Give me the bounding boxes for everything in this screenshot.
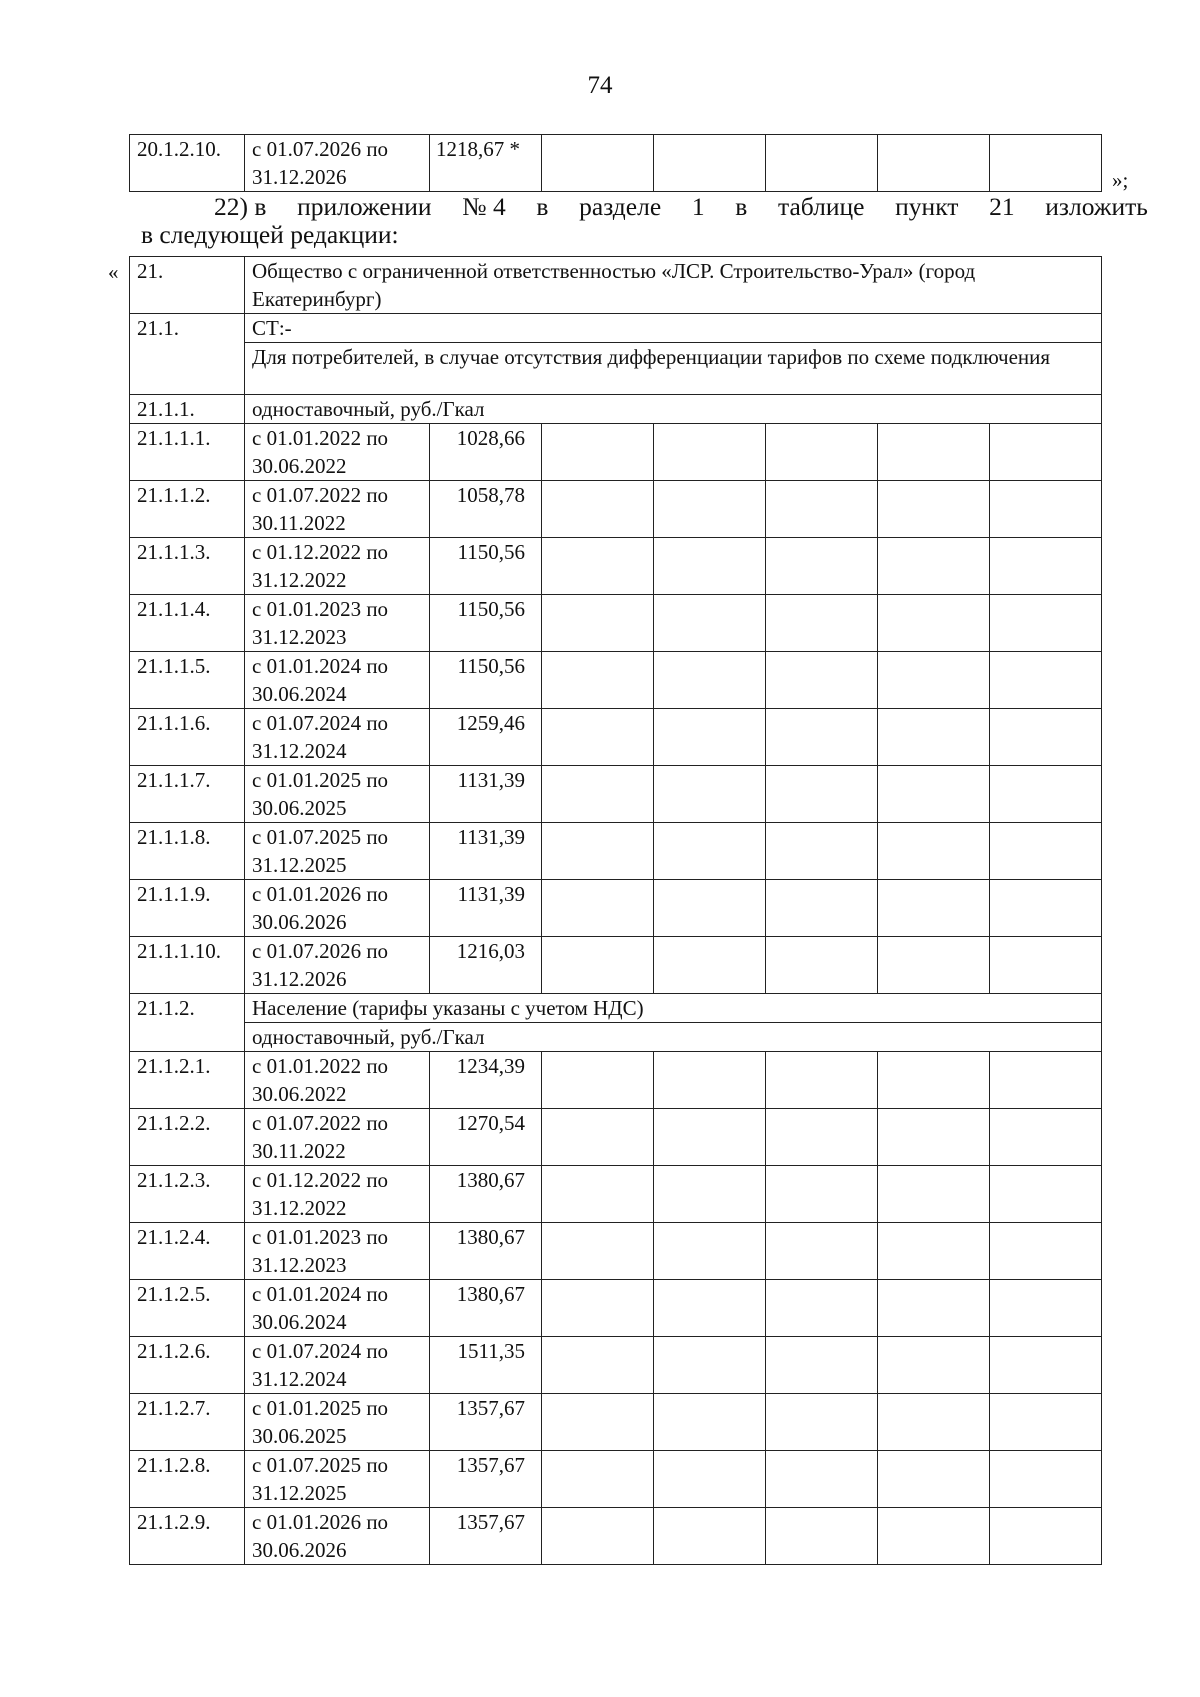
amendment-line-1 — [141, 193, 1148, 221]
rate-label: одноставочный, руб./Гкал — [245, 395, 1102, 424]
rate-label: одноставочный, руб./Гкал — [245, 1023, 1102, 1052]
empty-cell — [654, 595, 766, 652]
empty-cell — [766, 1394, 878, 1451]
opening-quote: « — [108, 260, 119, 284]
row-code: 21.1.1.6. — [130, 709, 245, 766]
row-code: 21.1.1.3. — [130, 538, 245, 595]
empty-cell — [542, 1223, 654, 1280]
empty-cell — [878, 766, 990, 823]
section-label: Население (тарифы указаны с учетом НДС) — [245, 994, 1102, 1023]
empty-cell — [766, 1223, 878, 1280]
empty-cell — [766, 1337, 878, 1394]
amendment-word: изложить — [1045, 192, 1148, 221]
empty-cell — [766, 538, 878, 595]
row-value: 1131,39 — [430, 823, 542, 880]
row-code: 21.1.2.9. — [130, 1508, 245, 1565]
row-period: с 01.01.2024 по 30.06.2024 — [245, 652, 430, 709]
section-code: 21.1. — [130, 314, 245, 395]
empty-cell — [878, 823, 990, 880]
section-code: 21.1.2. — [130, 994, 245, 1052]
empty-cell — [654, 481, 766, 538]
empty-cell — [990, 1508, 1102, 1565]
row-period: с 01.07.2026 по 31.12.2026 — [245, 135, 430, 192]
empty-cell — [542, 481, 654, 538]
row-period: с 01.12.2022 по 31.12.2022 — [245, 1166, 430, 1223]
row-code: 21.1.1.5. — [130, 652, 245, 709]
row-period: с 01.01.2025 по 30.06.2025 — [245, 766, 430, 823]
amendment-text — [141, 193, 1148, 249]
row-code: 21.1.1.4. — [130, 595, 245, 652]
tariff-table — [129, 256, 1102, 1565]
row-value: 1380,67 — [430, 1166, 542, 1223]
amendment-word: разделе — [579, 192, 662, 221]
empty-cell — [542, 1451, 654, 1508]
table-row — [130, 1394, 1102, 1451]
empty-cell — [766, 823, 878, 880]
table-row — [130, 1109, 1102, 1166]
row-value: 1218,67 * — [430, 135, 542, 192]
table-row — [130, 314, 1102, 343]
row-value: 1150,56 — [430, 652, 542, 709]
empty-cell — [542, 424, 654, 481]
row-value: 1028,66 — [430, 424, 542, 481]
empty-cell — [542, 538, 654, 595]
table-row — [130, 595, 1102, 652]
table-row — [130, 395, 1102, 424]
table-row — [130, 1280, 1102, 1337]
empty-cell — [878, 1166, 990, 1223]
table-row — [130, 343, 1102, 395]
row-value: 1357,67 — [430, 1394, 542, 1451]
row-period: с 01.01.2024 по 30.06.2024 — [245, 1280, 430, 1337]
row-value: 1131,39 — [430, 766, 542, 823]
empty-cell — [766, 1280, 878, 1337]
empty-cell — [878, 1508, 990, 1565]
table-row — [130, 538, 1102, 595]
row-code: 21.1.2.5. — [130, 1280, 245, 1337]
row-period: с 01.01.2026 по 30.06.2026 — [245, 1508, 430, 1565]
empty-cell — [878, 1337, 990, 1394]
row-code: 21.1.1.8. — [130, 823, 245, 880]
empty-cell — [766, 1508, 878, 1565]
empty-cell — [542, 135, 654, 192]
row-code: 21.1.2.3. — [130, 1166, 245, 1223]
empty-cell — [654, 1166, 766, 1223]
table-row — [130, 135, 1102, 192]
empty-cell — [878, 595, 990, 652]
empty-cell — [654, 1109, 766, 1166]
empty-cell — [542, 1394, 654, 1451]
empty-cell — [654, 880, 766, 937]
row-code: 21.1.2.8. — [130, 1451, 245, 1508]
empty-cell — [990, 709, 1102, 766]
empty-cell — [990, 766, 1102, 823]
empty-cell — [878, 709, 990, 766]
empty-cell — [990, 424, 1102, 481]
empty-cell — [654, 1508, 766, 1565]
amendment-word: приложении — [297, 192, 432, 221]
empty-cell — [990, 937, 1102, 994]
row-value: 1150,56 — [430, 538, 542, 595]
empty-cell — [766, 424, 878, 481]
row-value: 1270,54 — [430, 1109, 542, 1166]
org-code: 21. — [130, 257, 245, 314]
row-period: с 01.01.2023 по 31.12.2023 — [245, 595, 430, 652]
row-code: 21.1.1.2. — [130, 481, 245, 538]
amendment-word: таблице — [778, 192, 865, 221]
row-value: 1216,03 — [430, 937, 542, 994]
row-code: 21.1.2.2. — [130, 1109, 245, 1166]
row-period: с 01.07.2026 по 31.12.2026 — [245, 937, 430, 994]
page-number: 74 — [587, 72, 613, 99]
row-period: с 01.01.2025 по 30.06.2025 — [245, 1394, 430, 1451]
empty-cell — [990, 135, 1102, 192]
row-value: 1357,67 — [430, 1451, 542, 1508]
empty-cell — [990, 1394, 1102, 1451]
empty-cell — [542, 1166, 654, 1223]
row-period: с 01.07.2025 по 31.12.2025 — [245, 1451, 430, 1508]
empty-cell — [990, 1280, 1102, 1337]
empty-cell — [766, 1052, 878, 1109]
row-value: 1131,39 — [430, 880, 542, 937]
empty-cell — [542, 937, 654, 994]
empty-cell — [542, 1109, 654, 1166]
empty-cell — [878, 1223, 990, 1280]
table-row — [130, 424, 1102, 481]
table-row — [130, 1023, 1102, 1052]
empty-cell — [542, 1508, 654, 1565]
row-period: с 01.07.2024 по 31.12.2024 — [245, 709, 430, 766]
row-code: 21.1.1.1. — [130, 424, 245, 481]
empty-cell — [990, 1451, 1102, 1508]
row-code: 21.1.1.9. — [130, 880, 245, 937]
empty-cell — [878, 1052, 990, 1109]
table-row — [130, 994, 1102, 1023]
empty-cell — [766, 880, 878, 937]
row-value: 1058,78 — [430, 481, 542, 538]
empty-cell — [766, 1451, 878, 1508]
row-code: 21.1.2.6. — [130, 1337, 245, 1394]
empty-cell — [878, 652, 990, 709]
row-period: с 01.01.2026 по 30.06.2026 — [245, 880, 430, 937]
row-code: 21.1.1.10. — [130, 937, 245, 994]
empty-cell — [542, 1052, 654, 1109]
table-row — [130, 257, 1102, 314]
table-row — [130, 1508, 1102, 1565]
empty-cell — [542, 823, 654, 880]
table-row — [130, 766, 1102, 823]
empty-cell — [766, 937, 878, 994]
empty-cell — [990, 595, 1102, 652]
row-period: с 01.01.2022 по 30.06.2022 — [245, 1052, 430, 1109]
empty-cell — [990, 538, 1102, 595]
table-row — [130, 1166, 1102, 1223]
empty-cell — [878, 481, 990, 538]
table-row — [130, 481, 1102, 538]
empty-cell — [766, 595, 878, 652]
table-row — [130, 823, 1102, 880]
amendment-word: в — [536, 192, 549, 221]
amendment-word: 22) в — [214, 192, 267, 221]
empty-cell — [878, 880, 990, 937]
rate-code: 21.1.1. — [130, 395, 245, 424]
section-label: СТ:- — [245, 314, 1102, 343]
empty-cell — [654, 1451, 766, 1508]
empty-cell — [990, 1223, 1102, 1280]
row-code: 21.1.2.7. — [130, 1394, 245, 1451]
empty-cell — [654, 424, 766, 481]
empty-cell — [878, 937, 990, 994]
table-row — [130, 937, 1102, 994]
empty-cell — [654, 538, 766, 595]
closing-quote: »; — [1112, 168, 1129, 192]
empty-cell — [766, 1166, 878, 1223]
empty-cell — [654, 937, 766, 994]
empty-cell — [654, 135, 766, 192]
empty-cell — [878, 1394, 990, 1451]
empty-cell — [542, 1280, 654, 1337]
empty-cell — [654, 823, 766, 880]
amendment-word: в — [735, 192, 748, 221]
table-row — [130, 1223, 1102, 1280]
empty-cell — [990, 1166, 1102, 1223]
row-period: с 01.12.2022 по 31.12.2022 — [245, 538, 430, 595]
table-row — [130, 652, 1102, 709]
empty-cell — [654, 652, 766, 709]
empty-cell — [654, 1223, 766, 1280]
org-name: Общество с ограниченной ответственностью «ЛСР. Строительство-Урал» (город Екатеринбург) — [245, 257, 1102, 314]
table-row — [130, 880, 1102, 937]
empty-cell — [990, 1337, 1102, 1394]
empty-cell — [654, 1280, 766, 1337]
empty-cell — [654, 1052, 766, 1109]
empty-cell — [766, 1109, 878, 1166]
empty-cell — [542, 709, 654, 766]
empty-cell — [990, 481, 1102, 538]
table-row — [130, 1052, 1102, 1109]
empty-cell — [766, 652, 878, 709]
amendment-word: № 4 — [462, 192, 506, 221]
empty-cell — [542, 1337, 654, 1394]
empty-cell — [654, 709, 766, 766]
row-code: 20.1.2.10. — [130, 135, 245, 192]
row-period: с 01.07.2022 по 30.11.2022 — [245, 1109, 430, 1166]
empty-cell — [654, 1394, 766, 1451]
empty-cell — [766, 135, 878, 192]
row-value: 1380,67 — [430, 1280, 542, 1337]
empty-cell — [990, 1052, 1102, 1109]
consumers-note: Для потребителей, в случае отсутствия дифференциации тарифов по схеме подключения — [245, 343, 1102, 395]
empty-cell — [990, 652, 1102, 709]
empty-cell — [878, 538, 990, 595]
table-row — [130, 1451, 1102, 1508]
amendment-line-2: в следующей редакции: — [141, 220, 399, 249]
empty-cell — [766, 766, 878, 823]
empty-cell — [878, 1109, 990, 1166]
row-code: 21.1.2.4. — [130, 1223, 245, 1280]
empty-cell — [542, 766, 654, 823]
amendment-word: 1 — [691, 192, 705, 221]
row-period: с 01.07.2022 по 30.11.2022 — [245, 481, 430, 538]
row-period: с 01.01.2022 по 30.06.2022 — [245, 424, 430, 481]
empty-cell — [542, 652, 654, 709]
amendment-word: пункт — [895, 192, 959, 221]
empty-cell — [654, 1337, 766, 1394]
row-period: с 01.07.2024 по 31.12.2024 — [245, 1337, 430, 1394]
empty-cell — [878, 1280, 990, 1337]
row-period: с 01.07.2025 по 31.12.2025 — [245, 823, 430, 880]
empty-cell — [542, 880, 654, 937]
empty-cell — [990, 1109, 1102, 1166]
row-value: 1511,35 — [430, 1337, 542, 1394]
row-code: 21.1.2.1. — [130, 1052, 245, 1109]
row-value: 1234,39 — [430, 1052, 542, 1109]
row-code: 21.1.1.7. — [130, 766, 245, 823]
row-period: с 01.01.2023 по 31.12.2023 — [245, 1223, 430, 1280]
previous-tariff-table — [129, 134, 1102, 192]
empty-cell — [766, 709, 878, 766]
empty-cell — [990, 823, 1102, 880]
row-value: 1259,46 — [430, 709, 542, 766]
empty-cell — [654, 766, 766, 823]
row-value: 1357,67 — [430, 1508, 542, 1565]
table-row — [130, 1337, 1102, 1394]
table-row — [130, 709, 1102, 766]
empty-cell — [878, 135, 990, 192]
empty-cell — [766, 481, 878, 538]
amendment-word: 21 — [989, 192, 1015, 221]
empty-cell — [542, 595, 654, 652]
row-value: 1380,67 — [430, 1223, 542, 1280]
empty-cell — [878, 424, 990, 481]
empty-cell — [878, 1451, 990, 1508]
empty-cell — [990, 880, 1102, 937]
row-value: 1150,56 — [430, 595, 542, 652]
